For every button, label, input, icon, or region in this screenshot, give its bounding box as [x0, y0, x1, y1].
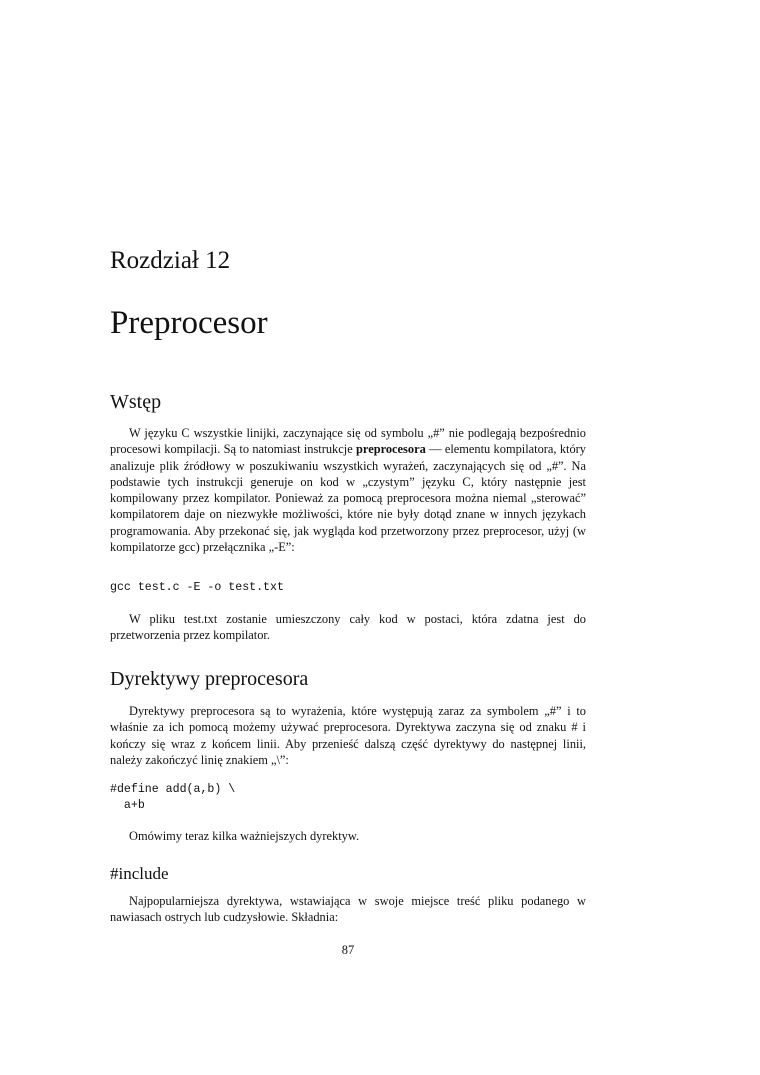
- section-title-intro: Wstęp: [110, 391, 162, 413]
- subsection-title-include: #include: [110, 864, 169, 883]
- code-define-line-2: a+b: [110, 799, 145, 812]
- section-title-directives: Dyrektywy preprocesora: [110, 668, 309, 690]
- include-paragraph: Najpopularniejsza dyrektywa, wstawiająca w swoje miejsce treść pliku podanego w nawiasach ostrych lub cudzysłowie. Składnia:: [110, 894, 586, 925]
- page-number: 87: [341, 943, 355, 957]
- intro-paragraph-2: W pliku test.txt zostanie umieszczony cały kod w postaci, która zdatna jest do przetworzenia przez kompilator.: [110, 612, 586, 643]
- chapter-title: Preprocesor: [110, 305, 268, 341]
- intro-paragraph: [110, 425, 586, 555]
- intro-bold-term: preprocesora: [356, 442, 426, 457]
- code-gcc-command: gcc test.c -E -o test.txt: [110, 581, 284, 594]
- directives-paragraph-2: Omówimy teraz kilka ważniejszych dyrektyw.: [129, 829, 360, 843]
- code-define-line-1: #define add(a,b) \: [110, 783, 236, 796]
- intro-text-end: — elementu kompilatora, który analizuje plik źródłowy w poszukiwaniu wszystkich wyrażeń, zaczynających się od „#”. Na podstawie tych instrukcji generuje on kod w „czystym” języku C, który następnie jest kompilowany przez kompilator. Ponieważ za pomocą preprocesora można niemal „sterować” kompilatorem daje on niezwykłe możliwości, które nie były dotąd znane w innych językach programowania. Aby przekonać się, jak wygląda kod przetworzony przez preprocesor, użyj (w kompilatorze gcc) przełącznika „-E”:: [110, 442, 586, 555]
- intro-text-start: W języku C wszystkie linijki, zaczynające się od symbolu „#” nie podlegają bezpośrednio procesowi kompilacji. Są to natomiast instrukcje: [110, 426, 586, 457]
- directives-paragraph: Dyrektywy preprocesora są to wyrażenia, które występują zaraz za symbolem „#” i to właśnie za ich pomocą możemy używać preprocesora. Dyrektywa zaczyna się od znaku # i kończy się wraz z końcem linii. Aby przenieść dalszą część dyrektywy do następnej linii, należy zakończyć linię znakiem „\”:: [110, 704, 586, 767]
- document-page: [110, 0, 586, 1075]
- chapter-label: Rozdział 12: [110, 247, 231, 274]
